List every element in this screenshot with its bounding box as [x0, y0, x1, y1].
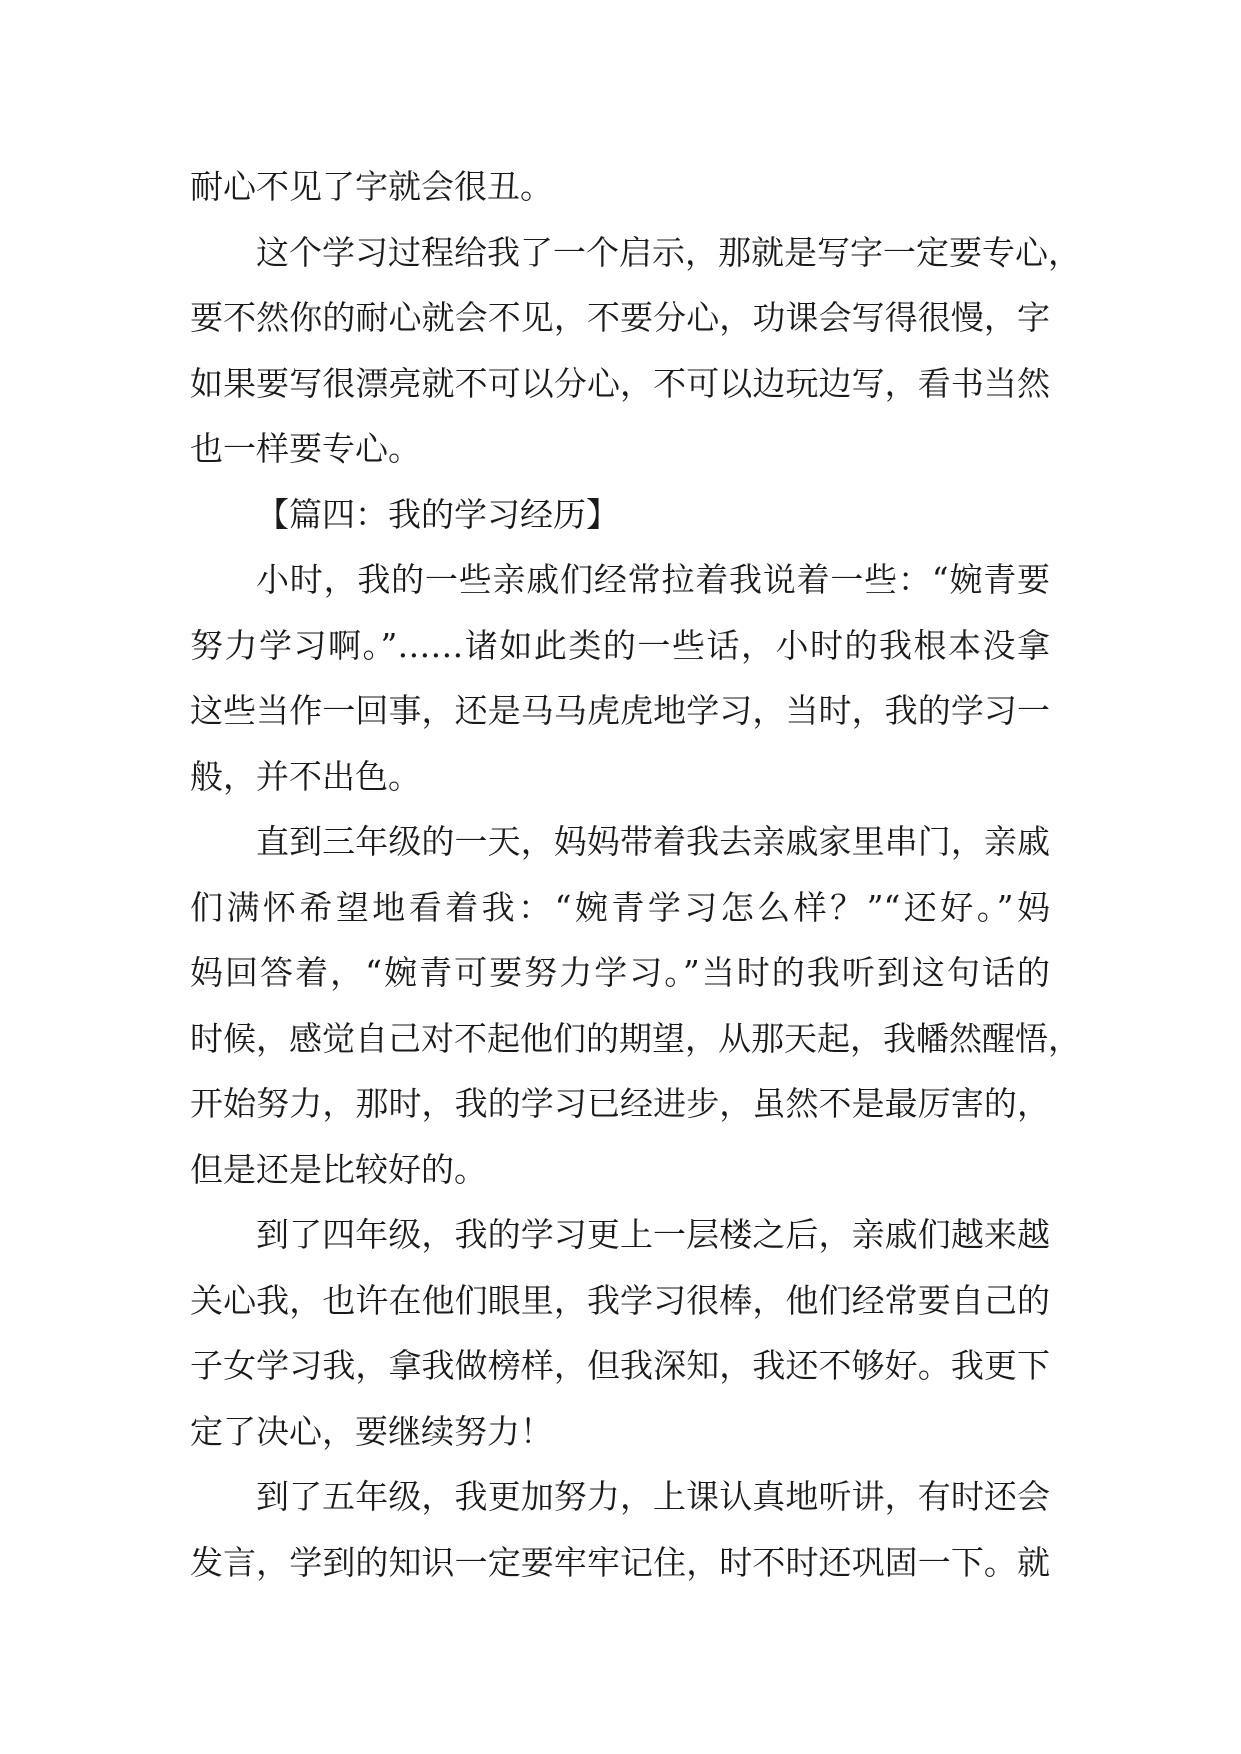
text-line: 时候，感觉自己对不起他们的期望，从那天起，我幡然醒悟，: [190, 1018, 1081, 1058]
text-line: 发言，学到的知识一定要牢牢记住，时不时还巩固一下。就: [190, 1542, 1050, 1582]
text-line: 般，并不出色。: [190, 756, 421, 796]
paragraph: [190, 154, 1050, 220]
text-line: 如果要写很漂亮就不可以分心，不可以边玩边写，看书当然: [190, 363, 1050, 403]
section-heading-text: 【篇四：我的学习经历】: [256, 494, 619, 534]
document-body: [190, 154, 1081, 1595]
text-line: 小时，我的一些亲戚们经常拉着我说着一些：“婉青要: [256, 560, 1050, 599]
text-line: 这些当作一回事，还是马马虎虎地学习，当时，我的学习一: [190, 691, 1050, 730]
text-line: 到了四年级，我的学习更上一层楼之后，亲戚们越来越: [256, 1215, 1050, 1254]
text-line: 但是还是比较好的。: [190, 1149, 487, 1189]
paragraph: [190, 1202, 1050, 1464]
text-line: 努力学习啊。”……诸如此类的一些话，小时的我根本没拿: [190, 625, 1050, 665]
paragraph: [190, 809, 1081, 1202]
text-line: 妈回答着，“婉青可要努力学习。”当时的我听到这句话的: [190, 953, 1050, 992]
text-line: 也一样要专心。: [190, 429, 421, 468]
text-line: 直到三年级的一天，妈妈带着我去亲戚家里串门，亲戚: [256, 822, 1050, 861]
text-line: 到了五年级，我更加努力，上课认真地听讲，有时还会: [256, 1477, 1050, 1516]
text-line: 子女学习我，拿我做榜样，但我深知，我还不够好。我更下: [190, 1346, 1050, 1385]
paragraph: [190, 220, 1081, 482]
text-line: 这个学习过程给我了一个启示，那就是写字一定要专心，: [256, 232, 1081, 272]
text-line: 关心我，也许在他们眼里，我学习很棒，他们经常要自己的: [190, 1280, 1050, 1320]
text-line: 定了决心，要继续努力！: [190, 1411, 553, 1451]
text-line: 耐心不见了字就会很丑。: [190, 167, 553, 206]
text-line: 要不然你的耐心就会不见，不要分心，功课会写得很慢，字: [190, 298, 1050, 337]
section-heading: [190, 482, 1050, 548]
text-line: 开始努力，那时，我的学习已经进步，虽然不是最厉害的，: [190, 1084, 1050, 1123]
paragraph: [190, 1464, 1050, 1595]
paragraph: [190, 547, 1050, 809]
text-line: 们满怀希望地看着我：“婉青学习怎么样？”“还好。”妈: [190, 887, 1050, 927]
